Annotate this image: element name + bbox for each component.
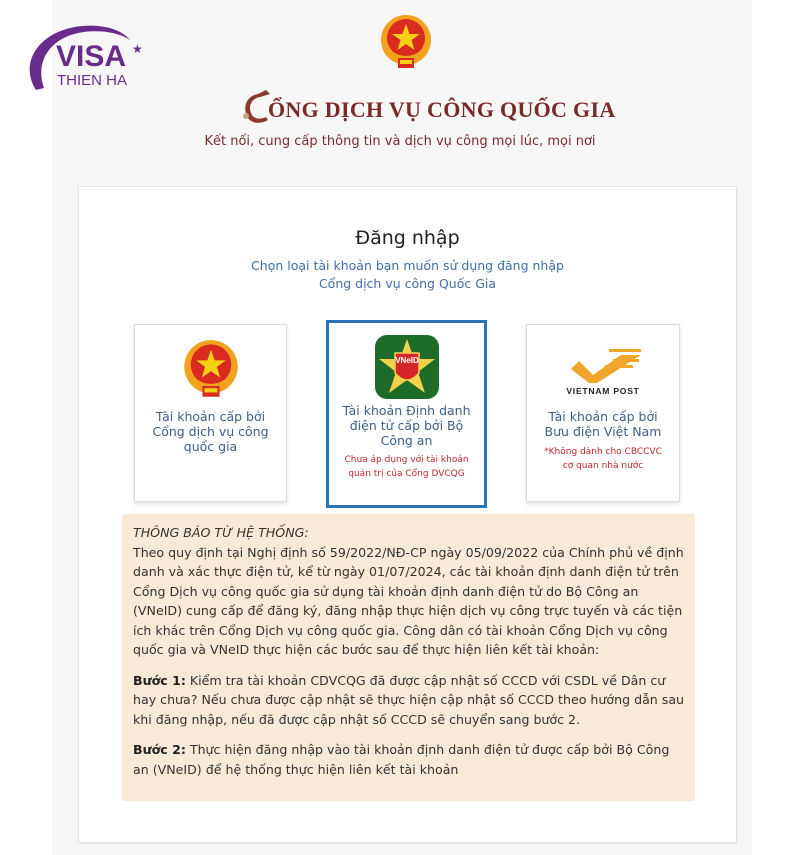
login-subtitle-line1: Chọn loại tài khoản bạn muốn sử dụng đăng nhập bbox=[251, 258, 564, 273]
option-label-line: Tài khoản cấp bởi bbox=[155, 409, 266, 424]
option-label-line: điện tử cấp bởi Bộ bbox=[349, 418, 464, 433]
option-label bbox=[335, 403, 478, 448]
national-emblem-icon bbox=[378, 14, 434, 72]
notice-body: Theo quy định tại Nghị định số 59/2022/NĐ-CP ngày 05/09/2022 của Chính phủ về định danh và xác thực điện tử, kể từ ngày 01/07/2024, các tài khoản định danh điện tử trên Cổng Dịch vụ công quốc gia sử dụng tài khoản định danh điện tử do Bộ Công an (VNeID) cung cấp để đăng ký, đăng nhập thực hiện dịch vụ công trực tuyến và các tiện ích khác trên Cổng Dịch vụ công quốc gia. Công dân có tài khoản Cổng Dịch vụ công quốc gia và VNeID thực hiện các bước sau để thực hiện liên kết tài khoản: bbox=[133, 544, 684, 657]
option-label-line: Tài khoản cấp bởi bbox=[548, 409, 658, 424]
notice-heading: THÔNG BÁO TỪ HỆ THỐNG: bbox=[133, 525, 309, 540]
login-subtitle-line2: Cổng dịch vụ công Quốc Gia bbox=[318, 276, 497, 291]
watermark-brand: VISA bbox=[56, 40, 127, 73]
step-text: Kiểm tra tài khoản CDVCQG đã được cập nhật số CCCD với CSDL về Dân cư hay chưa? Nếu chưa được cập nhật sẽ thực hiện cập nhật số CCCD theo hướng dẫn sau khi đăng nhập, nếu đã được cập nhật số CCCD sẽ chuyển sang bước 2. bbox=[133, 672, 685, 727]
step-label: Bước 1: bbox=[133, 672, 186, 688]
watermark-sub: THIEN HA bbox=[57, 72, 128, 89]
login-subtitle bbox=[79, 257, 736, 293]
star-icon: ★ bbox=[132, 42, 143, 56]
option-label-line: Công an bbox=[380, 433, 433, 448]
visa-thien-ha-watermark bbox=[22, 22, 152, 97]
option-warning-note bbox=[335, 453, 478, 481]
login-title: Đăng nhập bbox=[355, 227, 460, 249]
step-text: Thực hiện đăng nhập vào tài khoản định danh điện tử được cấp bởi Bộ Công an (VNeID) để hệ thống thực hiện liên kết tài khoản bbox=[133, 742, 670, 777]
vietnam-post-text: VIETNAM POST bbox=[566, 386, 640, 396]
vneid-icon bbox=[375, 335, 439, 404]
login-option-dvcqg[interactable] bbox=[134, 324, 287, 502]
login-option-vietnam-post[interactable] bbox=[526, 324, 680, 502]
vietnam-post-icon bbox=[557, 347, 649, 402]
site-tagline: Kết nối, cung cấp thông tin và dịch vụ công mọi lúc, mọi nơi bbox=[204, 134, 596, 149]
login-card bbox=[78, 186, 737, 843]
national-emblem-icon bbox=[181, 339, 241, 406]
option-label-line: Bưu điện Việt Nam bbox=[544, 424, 662, 439]
option-label-line: Cổng dịch vụ công bbox=[152, 424, 269, 439]
option-note-line: Chưa áp dụng với tài khoản bbox=[344, 455, 469, 465]
option-label bbox=[141, 409, 280, 454]
login-option-vneid[interactable] bbox=[326, 320, 487, 508]
vneid-icon-text: VNeID bbox=[394, 356, 419, 365]
option-warning-note bbox=[533, 445, 673, 473]
notice-step-1 bbox=[133, 671, 685, 730]
option-label-line: Tài khoản Định danh bbox=[342, 403, 471, 418]
site-title-text: ỔNG DỊCH VỤ CÔNG QUỐC GIA bbox=[268, 97, 616, 122]
option-note-line: *Không dành cho CBCCVC bbox=[544, 447, 662, 457]
step-label: Bước 2: bbox=[133, 742, 186, 757]
site-title bbox=[240, 86, 616, 126]
notice-step-2 bbox=[133, 740, 685, 779]
option-note-line: quản trị của Cổng DVCQG bbox=[348, 469, 465, 479]
system-notice bbox=[122, 514, 695, 801]
option-label-line: quốc gia bbox=[183, 439, 238, 454]
option-label bbox=[533, 409, 673, 439]
option-note-line: cơ quan nhà nước bbox=[562, 461, 644, 471]
